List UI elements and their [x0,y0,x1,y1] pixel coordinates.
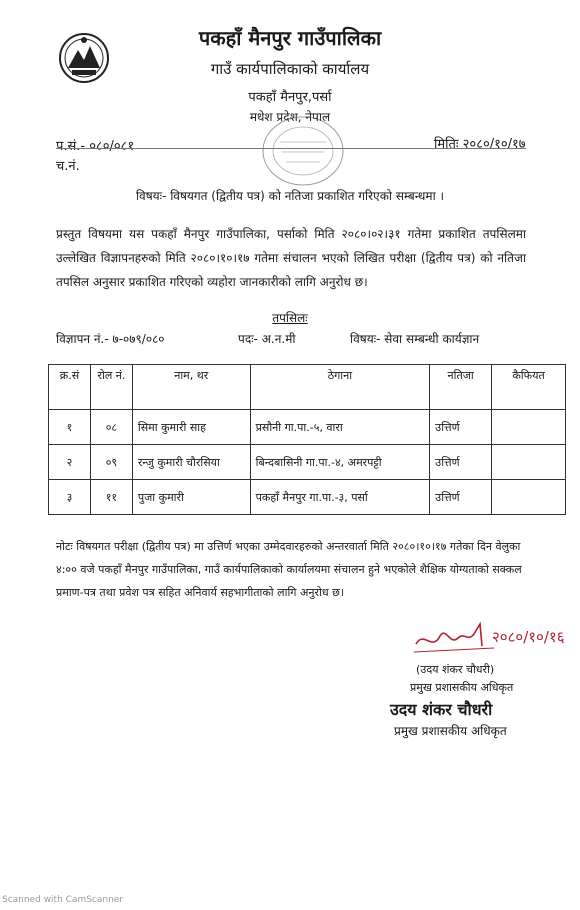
cell-remarks [492,480,566,515]
col-header-address: ठेगाना [250,365,430,410]
cell-serial: ३ [49,480,91,515]
note-paragraph: नोटः विषयगत परीक्षा (द्वितीय पत्र) मा उत्तिर्ण भएका उम्मेदवारहरुको अन्तरवार्ता मिति २०८०।१०।१७ गतेका दिन वेलुका ४:०० वजे पकहाँ मैनपुर गाउँपालिका, गाउँ कार्यपालिकाको कार्यालयमा संचालन हुने भएकोले शैक्षिक योग्यताको सक्कल प्रमाण-पत्र तथा प्रवेश पत्र सहित अनिवार्य सहभागीताको लागि अनुरोध छ। [56,540,522,599]
cell-name: सिमा कुमारी साह [132,410,250,445]
advertisement-number: विज्ञापन नं.- ७-०७९/०८० [56,332,165,346]
table-row [49,410,566,445]
cell-remarks [492,445,566,480]
dispatch-number: च.नं. [56,159,80,174]
municipality-title: पकहाँ मैनपुर गाउँपालिका [198,26,382,50]
cell-name: रन्जु कुमारी चौरसिया [132,445,250,480]
post-name: पदः- अ.न.मी [238,332,296,346]
signature-date: २०८०/१०/१६ [492,628,565,646]
letter-number: प.सं.- ०८०/०८१ [56,139,135,154]
office-address: पकहाँ मैनपुर,पर्सा [248,90,332,105]
col-header-roll: रोल नं. [90,365,132,410]
cell-roll: ०८ [90,410,132,445]
col-header-serial: क्र.सं [49,365,91,410]
table-row [49,480,566,515]
cell-result: उत्तिर्ण [430,445,492,480]
cell-address: बिन्दबासिनी गा.पा.-४, अमरपट्टी [250,445,430,480]
office-stamp [258,112,348,190]
signatory-post: प्रमुख प्रशासकीय अधिकृत [410,681,514,694]
office-title: गाउँ कार्यपालिकाको कार्यालय [210,60,370,78]
cell-name: पुजा कुमारी [132,480,250,515]
cell-remarks [492,410,566,445]
cell-address: पकहाँ मैनपुर गा.पा.-३, पर्सा [250,480,430,515]
stamp-name: उदय शंकर चौधरी [390,700,493,719]
col-header-name: नाम, थर [132,365,250,410]
body-paragraph: प्रस्तुत विषयमा यस पकहाँ मैनपुर गाउँपालिका, पर्साको मिति २०८०।०२।३१ गतेमा प्रकाशित तपसिलमा उल्लेखित विज्ञापनहरुको मिति २०८०।१०।१७ गतेमा संचालन भएको लिखित परीक्षा (द्वितीय पत्र) को नतिजा तपसिल अनुसार प्रकाशित गरिएको व्यहोरा जानकारीको लागि अनुरोध छ। [56,227,526,289]
cell-roll: ११ [90,480,132,515]
scanner-watermark: Scanned with CamScanner [2,895,124,905]
letter-date: मितिः २०८०/१०/१७ [434,137,526,152]
cell-roll: ०९ [90,445,132,480]
cell-result: उत्तिर्ण [430,410,492,445]
handwritten-signature [410,612,580,664]
cell-result: उत्तिर्ण [430,480,492,515]
table-row [49,445,566,480]
cell-serial: १ [49,410,91,445]
col-header-result: नतिजा [430,365,492,410]
subject-line: विषयः- विषयगत (द्वितीय पत्र) को नतिजा प्रकाशित गरिएको सम्बन्धमा । [135,189,445,203]
exam-subject: विषयः- सेवा सम्बन्धी कार्यज्ञान [350,332,480,346]
signatory-name: (उदय शंकर चौधरी) [416,663,495,676]
details-heading: तपसिलः [272,311,308,325]
province-line: मधेश प्रदेश, नेपाल [249,110,331,124]
table-header-row [49,365,566,410]
stamp-post: प्रमुख प्रशासकीय अधिकृत [394,724,507,738]
results-table [48,364,566,515]
cell-address: प्रसौनी गा.पा.-५, वारा [250,410,430,445]
header-divider [56,148,526,149]
cell-serial: २ [49,445,91,480]
col-header-remarks: कैफियत [492,365,566,410]
